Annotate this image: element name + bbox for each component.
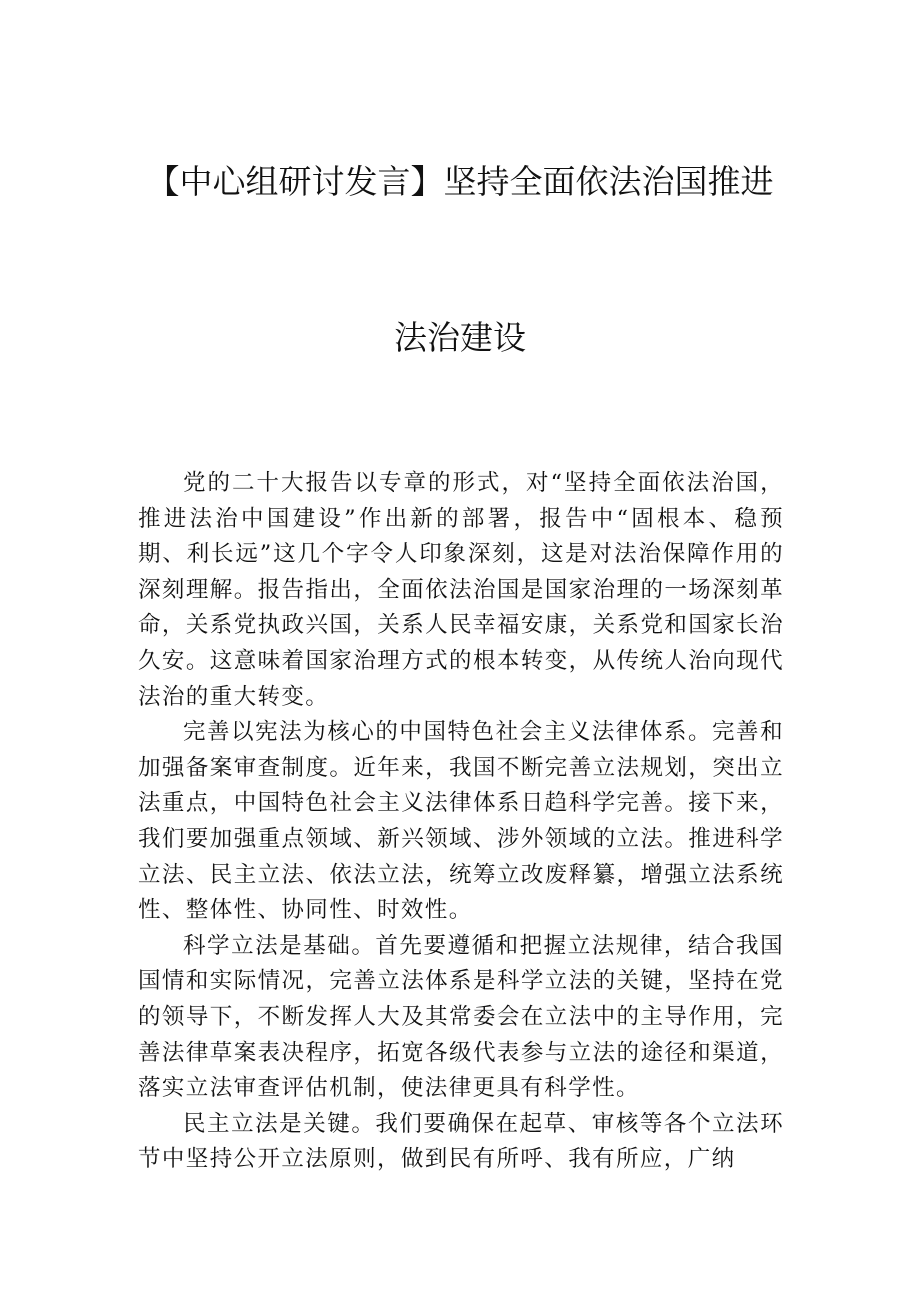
body-paragraph-3: 科学立法是基础。首先要遵循和把握立法规律，结合我国国情和实际情况，完善立法体系是科学立法的关键，坚持在党的领导下，不断发挥人大及其常委会在立法中的主导作用，完善法律草案表决程序，拓宽各级代表参与立法的途径和渠道，落实立法审查评估机制，使法律更具有科学性。 xyxy=(138,932,784,1102)
body-paragraph-1: 党的二十大报告以专章的形式，对“坚持全面依法治国，推进法治中国建设”作出新的部署，报告中“固根本、稳预期、利长远”这几个字令人印象深刻，这是对法治保障作用的深刻理解。报告指出，全面依法治国是国家治理的一场深刻革命，关系党执政兴国，关系人民幸福安康，关系党和国家长治久安。这意味着国家治理方式的根本转变，从传统人治向现代法治的重大转变。 xyxy=(138,470,784,710)
document-title-line-1: 【中心组研讨发言】坚持全面依法治国推进 xyxy=(146,162,774,201)
document-title-line-2: 法治建设 xyxy=(394,318,526,357)
document-body xyxy=(138,466,784,1178)
body-paragraph-4: 民主立法是关键。我们要确保在起草、审核等各个立法环节中坚持公开立法原则，做到民有所呼、我有所应，广纳 xyxy=(138,1110,784,1173)
body-paragraph-2: 完善以宪法为核心的中国特色社会主义法律体系。完善和加强备案审查制度。近年来，我国不断完善立法规划，突出立法重点，中国特色社会主义法律体系日趋科学完善。接下来，我们要加强重点领域、新兴领域、涉外领域的立法。推进科学立法、民主立法、依法立法，统筹立改废释纂，增强立法系统性、整体性、协同性、时效性。 xyxy=(138,719,784,924)
